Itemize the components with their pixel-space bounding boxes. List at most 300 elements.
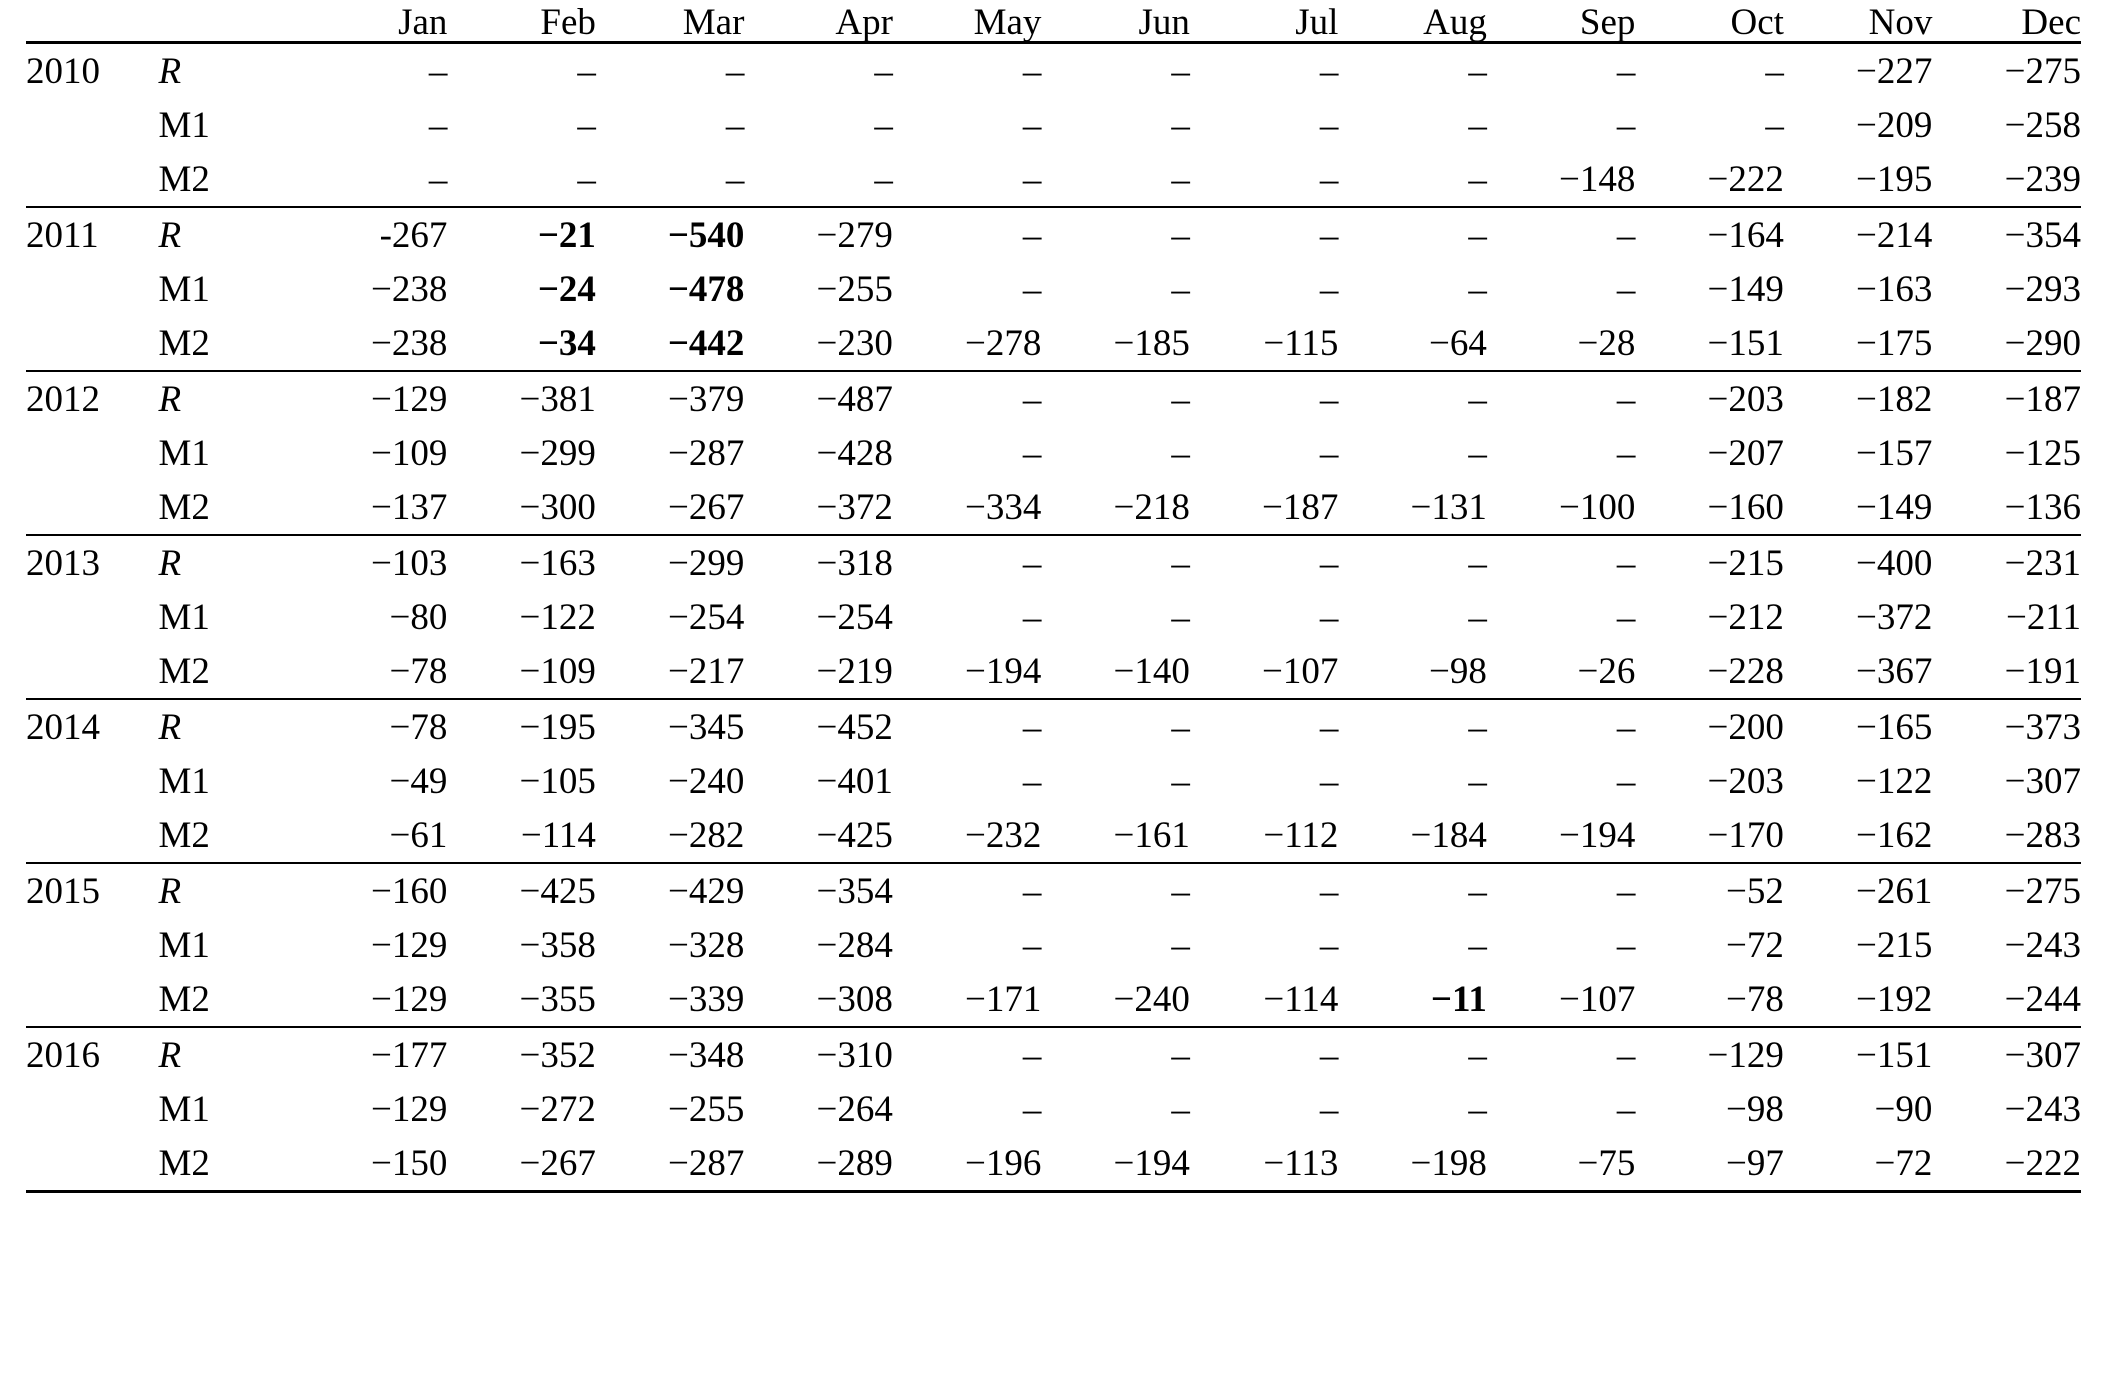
cell-value: −109: [371, 432, 448, 474]
cell-value: –: [447, 43, 596, 99]
cell-value: –: [1171, 760, 1190, 802]
cell-value: −161: [1113, 814, 1190, 856]
table-row: [26, 43, 2081, 99]
cell-value: −194: [965, 650, 1042, 692]
cell-value: –: [1190, 699, 1339, 754]
cell-value: −487: [744, 371, 893, 426]
cell-value: –: [893, 207, 1042, 262]
cell-value: −254: [816, 596, 893, 638]
cell-value: −307: [2004, 760, 2081, 802]
cell-value: −230: [816, 322, 893, 364]
cell-value: −170: [1707, 814, 1784, 856]
cell-value: −267: [447, 1136, 596, 1192]
table-body: [26, 43, 2081, 1192]
year-label: [26, 1136, 158, 1192]
cell-value: –: [1487, 535, 1636, 590]
cell-value: −187: [1262, 486, 1339, 528]
cell-value: −228: [1707, 650, 1784, 692]
year-label: 2010: [26, 43, 158, 99]
cell-value: –: [1338, 863, 1487, 918]
column-header-jun: Jun: [1041, 4, 1190, 43]
data-table: [26, 4, 2081, 1193]
cell-value: –: [1468, 924, 1487, 966]
cell-value: −72: [1784, 1136, 1933, 1192]
cell-value: –: [725, 104, 745, 146]
table-row: [26, 1136, 2081, 1192]
cell-value: −192: [1856, 978, 1933, 1020]
cell-value: −203: [1707, 760, 1784, 802]
series-label: R: [158, 207, 298, 262]
cell-value: –: [725, 158, 745, 200]
cell-value: –: [874, 104, 893, 146]
cell-value: −372: [1856, 596, 1933, 638]
series-label: M1: [158, 760, 210, 802]
cell-value: –: [1171, 924, 1190, 966]
cell-value: –: [1616, 760, 1636, 802]
cell-value: –: [893, 371, 1042, 426]
cell-value: –: [893, 535, 1042, 590]
cell-value: –: [1487, 43, 1636, 99]
cell-value: –: [1022, 432, 1042, 474]
table-header: [26, 4, 2081, 43]
series-label: M1: [158, 104, 210, 146]
year-label: 2012: [26, 371, 158, 426]
cell-value: –: [1616, 924, 1636, 966]
series-label: M2: [158, 814, 210, 856]
cell-value: −232: [965, 814, 1042, 856]
cell-value: –: [1765, 104, 1784, 146]
cell-value: −164: [1635, 207, 1784, 262]
series-label: M2: [158, 486, 210, 528]
cell-value: −203: [1635, 371, 1784, 426]
year-label: [26, 316, 158, 371]
cell-value: –: [428, 158, 448, 200]
table-row: [26, 316, 2081, 371]
cell-value: –: [1487, 371, 1636, 426]
year-label: [26, 98, 158, 152]
cell-value: −339: [668, 978, 745, 1020]
cell-value: −182: [1784, 371, 1933, 426]
year-label: [26, 918, 158, 972]
column-header-jul: Jul: [1190, 4, 1339, 43]
year-label: [26, 1082, 158, 1136]
cell-value: –: [1041, 699, 1190, 754]
table-row: [26, 863, 2081, 918]
cell-value: −239: [2004, 158, 2081, 200]
cell-value: −129: [1635, 1027, 1784, 1082]
cell-value: −299: [519, 432, 596, 474]
header-row: [26, 4, 2081, 43]
cell-value: –: [893, 1027, 1042, 1082]
cell-value: –: [1487, 863, 1636, 918]
cell-value: –: [893, 699, 1042, 754]
cell-value: −148: [1559, 158, 1636, 200]
cell-value: −28: [1577, 322, 1636, 364]
column-header-dec: Dec: [1932, 4, 2081, 43]
cell-value: –: [1319, 596, 1339, 638]
cell-value: −131: [1410, 486, 1487, 528]
cell-value: −540: [596, 207, 745, 262]
year-label: [26, 480, 158, 535]
cell-value: −114: [1263, 978, 1339, 1020]
cell-value: –: [1041, 863, 1190, 918]
cell-value: −165: [1784, 699, 1933, 754]
cell-value: –: [299, 43, 448, 99]
cell-value: −352: [447, 1027, 596, 1082]
table-row: [26, 918, 2081, 972]
cell-value: −275: [1932, 863, 2081, 918]
year-label: [26, 262, 158, 316]
cell-value: −243: [2004, 924, 2081, 966]
cell-value: −272: [519, 1088, 596, 1130]
cell-value: −345: [596, 699, 745, 754]
cell-value: −293: [2004, 268, 2081, 310]
cell-value: –: [1319, 432, 1339, 474]
cell-value: −26: [1577, 650, 1636, 692]
cell-value: −129: [299, 371, 448, 426]
cell-value: −231: [1932, 535, 2081, 590]
cell-value: –: [1468, 158, 1487, 200]
cell-value: −244: [2004, 978, 2081, 1020]
cell-value: −227: [1784, 43, 1933, 99]
cell-value: −381: [447, 371, 596, 426]
cell-value: −215: [1635, 535, 1784, 590]
cell-value: −358: [519, 924, 596, 966]
cell-value: −478: [667, 268, 745, 310]
cell-value: −289: [744, 1136, 893, 1192]
cell-value: −214: [1784, 207, 1933, 262]
cell-value: –: [1338, 207, 1487, 262]
table-row: [26, 535, 2081, 590]
cell-value: –: [1022, 596, 1042, 638]
column-header-oct: Oct: [1635, 4, 1784, 43]
table-row: [26, 262, 2081, 316]
column-header-may: May: [893, 4, 1042, 43]
series-label: M2: [158, 1136, 298, 1192]
cell-value: −428: [816, 432, 893, 474]
cell-value: −452: [744, 699, 893, 754]
cell-value: −367: [1856, 650, 1933, 692]
cell-value: −308: [816, 978, 893, 1020]
cell-value: –: [1468, 268, 1487, 310]
cell-value: –: [1319, 1088, 1339, 1130]
year-label: 2013: [26, 535, 158, 590]
cell-value: −151: [1784, 1027, 1933, 1082]
cell-value: –: [893, 863, 1042, 918]
cell-value: −115: [1263, 322, 1339, 364]
cell-value: −254: [668, 596, 745, 638]
column-header-nov: Nov: [1784, 4, 1933, 43]
cell-value: –: [1041, 207, 1190, 262]
year-label: [26, 972, 158, 1027]
cell-value: –: [577, 104, 596, 146]
cell-value: −163: [447, 535, 596, 590]
column-header-mar: Mar: [596, 4, 745, 43]
cell-value: −185: [1113, 322, 1190, 364]
cell-value: −75: [1487, 1136, 1636, 1192]
table-row: [26, 207, 2081, 262]
series-label: M2: [158, 978, 210, 1020]
cell-value: −215: [1856, 924, 1933, 966]
series-label: M1: [158, 268, 210, 310]
cell-value: −278: [965, 322, 1042, 364]
cell-value: −136: [2004, 486, 2081, 528]
cell-value: −24: [537, 268, 596, 310]
cell-value: –: [1319, 158, 1339, 200]
cell-value: −373: [1932, 699, 2081, 754]
cell-value: −61: [389, 814, 448, 856]
cell-value: −191: [2004, 650, 2081, 692]
series-label: M1: [158, 1088, 210, 1130]
table-row: [26, 98, 2081, 152]
cell-value: −354: [1932, 207, 2081, 262]
cell-value: –: [1616, 104, 1636, 146]
cell-value: −184: [1410, 814, 1487, 856]
cell-value: –: [1338, 371, 1487, 426]
table-row: [26, 972, 2081, 1027]
series-label: R: [158, 535, 298, 590]
cell-value: −98: [1726, 1088, 1784, 1130]
cell-value: −52: [1635, 863, 1784, 918]
cell-value: −282: [668, 814, 745, 856]
cell-value: –: [1338, 1027, 1487, 1082]
cell-value: –: [1635, 43, 1784, 99]
cell-value: −222: [1932, 1136, 2081, 1192]
cell-value: −80: [389, 596, 448, 638]
cell-value: −267: [668, 486, 745, 528]
cell-value: −195: [447, 699, 596, 754]
cell-value: −307: [1932, 1027, 2081, 1082]
cell-value: –: [1171, 1088, 1190, 1130]
year-label: 2016: [26, 1027, 158, 1082]
series-label: M1: [158, 596, 210, 638]
series-label: M2: [158, 650, 210, 692]
cell-value: –: [1487, 699, 1636, 754]
cell-value: -267: [299, 207, 448, 262]
cell-value: –: [893, 43, 1042, 99]
cell-value: –: [1171, 104, 1190, 146]
cell-value: −212: [1707, 596, 1784, 638]
cell-value: −177: [299, 1027, 448, 1082]
year-label: [26, 426, 158, 480]
cell-value: −72: [1726, 924, 1784, 966]
cell-value: −171: [965, 978, 1042, 1020]
cell-value: −372: [816, 486, 893, 528]
cell-value: –: [1616, 596, 1636, 638]
year-label: 2015: [26, 863, 158, 918]
series-label: R: [158, 43, 298, 99]
table-row: [26, 590, 2081, 644]
cell-value: –: [1468, 760, 1487, 802]
cell-value: –: [1022, 924, 1042, 966]
series-label: R: [158, 1027, 298, 1082]
cell-value: –: [1190, 207, 1339, 262]
cell-value: –: [577, 158, 596, 200]
series-label: R: [158, 699, 298, 754]
cell-value: –: [1022, 104, 1042, 146]
cell-value: −275: [1932, 43, 2081, 99]
cell-value: −129: [371, 924, 448, 966]
cell-value: –: [1041, 371, 1190, 426]
cell-value: –: [1319, 268, 1339, 310]
cell-value: −78: [389, 650, 448, 692]
cell-value: –: [1041, 43, 1190, 99]
cell-value: −283: [2004, 814, 2081, 856]
cell-value: –: [1041, 535, 1190, 590]
cell-value: −140: [1113, 650, 1190, 692]
cell-value: −284: [816, 924, 893, 966]
cell-value: −255: [816, 268, 893, 310]
cell-value: –: [1338, 43, 1487, 99]
cell-value: –: [1190, 535, 1339, 590]
year-label: 2011: [26, 207, 158, 262]
cell-value: −300: [519, 486, 596, 528]
series-label: M2: [158, 322, 210, 364]
year-label: [26, 808, 158, 863]
cell-value: −137: [371, 486, 448, 528]
cell-value: −112: [1263, 814, 1339, 856]
cell-value: −113: [1190, 1136, 1339, 1192]
cell-value: –: [1487, 207, 1636, 262]
cell-value: −290: [2004, 322, 2081, 364]
cell-value: –: [1319, 924, 1339, 966]
cell-value: −129: [371, 1088, 448, 1130]
cell-value: −261: [1784, 863, 1933, 918]
cell-value: −401: [816, 760, 893, 802]
cell-value: –: [1616, 268, 1636, 310]
cell-value: −198: [1338, 1136, 1487, 1192]
cell-value: −354: [744, 863, 893, 918]
table-row: [26, 1027, 2081, 1082]
cell-value: −255: [668, 1088, 745, 1130]
cell-value: –: [1022, 268, 1042, 310]
column-header-sep: Sep: [1487, 4, 1636, 43]
table-row: [26, 699, 2081, 754]
cell-value: −238: [371, 268, 448, 310]
cell-value: −218: [1113, 486, 1190, 528]
cell-value: −287: [596, 1136, 745, 1192]
cell-value: −240: [668, 760, 745, 802]
cell-value: –: [1171, 268, 1190, 310]
cell-value: –: [1468, 104, 1487, 146]
cell-value: −109: [519, 650, 596, 692]
cell-value: −200: [1635, 699, 1784, 754]
year-label: [26, 754, 158, 808]
cell-value: −310: [744, 1027, 893, 1082]
cell-value: −194: [1041, 1136, 1190, 1192]
cell-value: −90: [1874, 1088, 1933, 1130]
cell-value: −78: [299, 699, 448, 754]
cell-value: −328: [668, 924, 745, 966]
cell-value: −243: [2004, 1088, 2081, 1130]
cell-value: −217: [668, 650, 745, 692]
cell-value: −21: [447, 207, 596, 262]
year-label: [26, 152, 158, 207]
cell-value: −194: [1559, 814, 1636, 856]
cell-value: −105: [519, 760, 596, 802]
cell-value: –: [1468, 596, 1487, 638]
cell-value: −175: [1856, 322, 1933, 364]
cell-value: −429: [596, 863, 745, 918]
cell-value: −279: [744, 207, 893, 262]
table-row: [26, 480, 2081, 535]
cell-value: −222: [1707, 158, 1784, 200]
cell-value: −299: [596, 535, 745, 590]
column-header-aug: Aug: [1338, 4, 1487, 43]
cell-value: −122: [519, 596, 596, 638]
cell-value: –: [1468, 432, 1487, 474]
table-row: [26, 152, 2081, 207]
cell-value: −187: [1932, 371, 2081, 426]
cell-value: –: [1022, 760, 1042, 802]
series-label: R: [158, 863, 298, 918]
cell-value: –: [744, 43, 893, 99]
cell-value: –: [1190, 43, 1339, 99]
cell-value: –: [1487, 1027, 1636, 1082]
cell-value: −149: [1707, 268, 1784, 310]
cell-value: −425: [816, 814, 893, 856]
cell-value: −258: [2004, 104, 2081, 146]
table-row: [26, 426, 2081, 480]
table-row: [26, 1082, 2081, 1136]
table-row: [26, 808, 2081, 863]
column-header-jan: Jan: [299, 4, 448, 43]
cell-value: –: [1616, 432, 1636, 474]
series-label: M2: [158, 158, 210, 200]
cell-value: −240: [1113, 978, 1190, 1020]
cell-value: –: [1338, 699, 1487, 754]
cell-value: –: [428, 104, 448, 146]
cell-value: −195: [1856, 158, 1933, 200]
cell-value: −196: [893, 1136, 1042, 1192]
cell-value: −160: [1707, 486, 1784, 528]
cell-value: –: [596, 43, 745, 99]
cell-value: −400: [1784, 535, 1933, 590]
cell-value: –: [1041, 1027, 1190, 1082]
cell-value: −103: [299, 535, 448, 590]
series-label: R: [158, 371, 298, 426]
table-row: [26, 371, 2081, 426]
cell-value: –: [1319, 104, 1339, 146]
cell-value: −107: [1559, 978, 1636, 1020]
cell-value: −163: [1856, 268, 1933, 310]
cell-value: –: [1616, 1088, 1636, 1130]
cell-value: −129: [371, 978, 448, 1020]
cell-value: –: [1319, 760, 1339, 802]
cell-value: –: [1171, 158, 1190, 200]
cell-value: −238: [371, 322, 448, 364]
cell-value: −157: [1856, 432, 1933, 474]
cell-value: –: [1190, 863, 1339, 918]
year-label: [26, 644, 158, 699]
cell-value: −100: [1559, 486, 1636, 528]
cell-value: –: [1190, 1027, 1339, 1082]
cell-value: −150: [299, 1136, 448, 1192]
cell-value: −442: [667, 322, 745, 364]
cell-value: –: [1171, 432, 1190, 474]
cell-value: −97: [1635, 1136, 1784, 1192]
cell-value: −219: [816, 650, 893, 692]
cell-value: –: [1468, 1088, 1487, 1130]
cell-value: −125: [2004, 432, 2081, 474]
cell-value: −348: [596, 1027, 745, 1082]
cell-value: −49: [389, 760, 448, 802]
cell-value: −209: [1856, 104, 1933, 146]
series-label: M1: [158, 432, 210, 474]
cell-value: –: [874, 158, 893, 200]
cell-value: –: [1171, 596, 1190, 638]
cell-value: –: [1338, 535, 1487, 590]
